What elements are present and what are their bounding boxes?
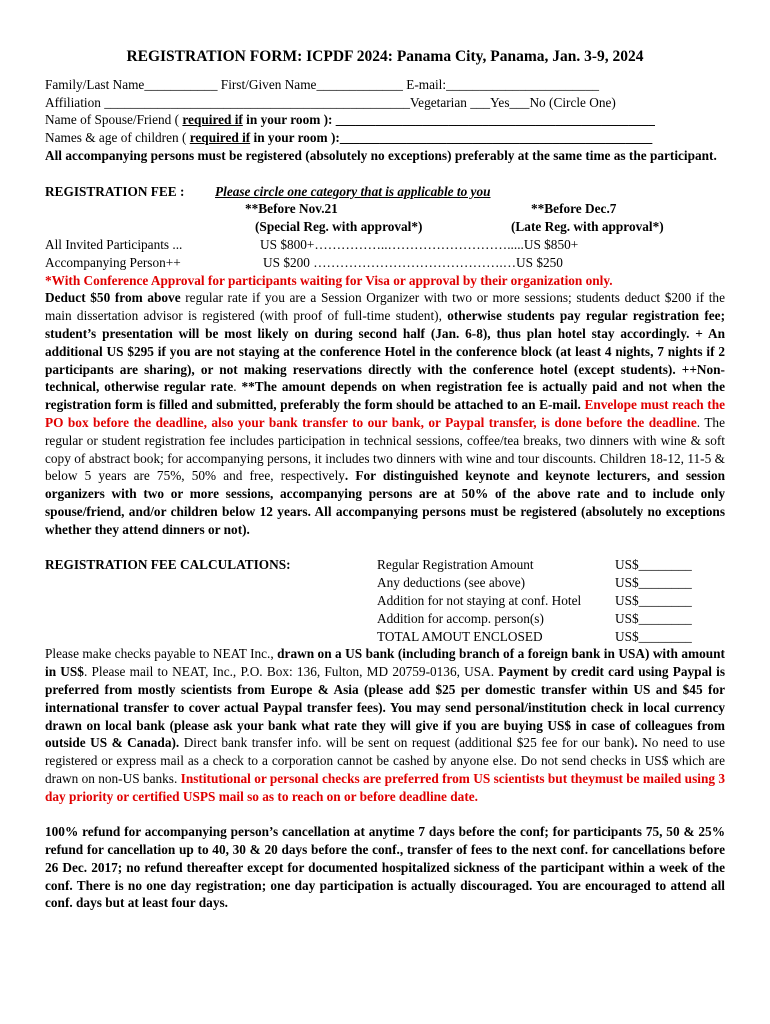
invited-values: US $800+……………..……………………….....US $850+ xyxy=(260,236,579,252)
spouse-name-line xyxy=(45,111,725,129)
fee-row-invited xyxy=(45,236,725,254)
children-suffix: in your room ):_______________________________________________ xyxy=(250,130,653,146)
accompanying-label: Accompanying Person++ xyxy=(45,254,181,270)
col2-subhead: (Late Reg. with approval*) xyxy=(511,219,664,235)
calc-amount-hotel[interactable]: US$________ xyxy=(615,592,692,608)
para1-text-3: . The regular or student registration fee includes participation in technical sessions, coffee/tea breaks, two dinners with wine & soft copy of abstract book; for accompanying persons, it includes two dinners with wine and tour discounts. Children 18-12, 11-5 & below 5 years are 75%, 50% and free, respectively xyxy=(45,414,725,484)
para2-bold-1: drawn on a US bank (including branch of a foreign bank in USA) with amount in US$ xyxy=(45,646,725,680)
refund-policy: 100% refund for accompanying person’s cancellation at anytime 7 days before the conf; for participants 75, 50 & 25% refund for cancellation up to 40, 30 & 20 days before the conf., transfer of fees to the next conf. for cancellations before 26 Dec. 2017; no refund thereafter except for documented hospitalized sickness of the participant within a week of the conf. There is no one day registration; one day participation is actually discouraged. You are encouraged to attend all conf. days but at least four days. xyxy=(45,824,725,911)
calc-amount-total[interactable]: US$________ xyxy=(615,628,692,644)
para1-text-2: . xyxy=(233,379,242,395)
accompanying-values: US $200 …………………………………….…US $250 xyxy=(263,254,563,270)
col1-head: **Before Nov.21 xyxy=(245,201,338,217)
invited-label: All Invited Participants ... xyxy=(45,236,183,252)
affiliation-vegetarian-line: Affiliation ______________________________________________Vegetarian ___Yes___No (Circle One) xyxy=(45,94,616,110)
deadline-warning: Envelope must reach the PO box before the deadline, also your bank transfer to our bank, or Paypal transfer, is done before the deadline xyxy=(45,397,725,430)
para1-bold-2: **The amount depends on when registration fee is actually paid and not when the registration form is filled and submitted, preferably the form should be attached to an E-mail. xyxy=(45,379,725,413)
para2-text-1: Please make checks payable to NEAT Inc., xyxy=(45,646,278,662)
payment-paragraph xyxy=(45,645,725,805)
para1-bold-3: . For distinguished keynote and keynote lecturers, and session organizers with two or more sessions, accompanying persons are at 50% of the above rate and to include only spouse/friend, and/or children below 12 years. All accompanying persons must be registered (absolutely no exceptions whether they attend dinners or not). xyxy=(45,468,725,537)
fee-heading-row xyxy=(45,183,725,201)
check-mailing-warning: Institutional or personal checks are preferred from US scientists but theymust be mailed using 3 day priority or certified USPS mail so as to reach on or before deadline date. xyxy=(45,770,725,804)
para1-bold-1: otherwise students pay regular registration fee; student’s presentation will be most likely on during second half (Jan. 6-8), thus plan hotel stay accordingly. + An additional US $295 if you are not staying at the conference Hotel in the conference block (at least 4 nights, 7 nights if 2 participants are sharing), or not making reservations directly with the conference hotel (except students). ++Non-technical, otherwise regular rate xyxy=(45,308,725,395)
spouse-required-note: required if xyxy=(182,112,243,128)
col1-subhead: (Special Reg. with approval*) xyxy=(255,219,423,235)
calc-line-hotel: Addition for not staying at conf. Hotel xyxy=(377,592,582,608)
fee-column-heads xyxy=(45,200,725,218)
registration-form-page xyxy=(45,48,725,912)
children-required-note: required if xyxy=(189,130,251,146)
calc-amount-deductions[interactable]: US$________ xyxy=(615,575,692,591)
calc-line-regular: Regular Registration Amount xyxy=(377,557,534,573)
para2-bold-3: . xyxy=(634,735,638,751)
spouse-suffix: in your room ): ________________________________________________ xyxy=(242,112,655,128)
para2-text-2: . Please mail to NEAT, Inc., P.O. Box: 136, Fulton, MD 20759-0136, USA. xyxy=(83,664,499,680)
all-registered-note: All accompanying persons must be registered (absolutely no exceptions) preferably at the same time as the participant. xyxy=(45,147,717,163)
fee-instruction: Please circle one category that is applicable to you xyxy=(215,183,491,199)
para1-text-1: regular rate if you are a Session Organizer with two or more sessions; students deduct $200 if the main dissertation advisor is registered (with proof of full-time student), xyxy=(45,290,725,324)
calc-amount-regular[interactable]: US$________ xyxy=(615,557,692,573)
calc-line-deductions: Any deductions (see above) xyxy=(377,575,526,591)
children-names-line xyxy=(45,129,725,147)
fee-label: REGISTRATION FEE : xyxy=(45,183,185,199)
page-title: REGISTRATION FORM: ICPDF 2024: Panama City, Panama, Jan. 3-9, 2024 xyxy=(126,48,644,65)
fee-calculations xyxy=(45,556,725,645)
calc-amount-accomp[interactable]: US$________ xyxy=(615,610,692,626)
deduct-note: Deduct $50 from above xyxy=(45,290,181,306)
name-email-line: Family/Last Name___________ First/Given Name_____________ E-mail:_______________________ xyxy=(45,76,599,92)
children-prefix: Names & age of children ( xyxy=(45,130,190,146)
fee-column-subheads xyxy=(45,218,725,236)
para2-text-3: Direct bank transfer info. will be sent on request (additional $25 fee for our bank) xyxy=(179,735,635,751)
fee-details-paragraph xyxy=(45,289,725,538)
col2-head: **Before Dec.7 xyxy=(531,201,617,217)
visa-note: *With Conference Approval for participants waiting for Visa or approval by their organization only. xyxy=(45,272,613,288)
para2-bold-2: Payment by credit card using Paypal is preferred from mostly scientists from Europe & Asia (please add $25 per domestic transfer within US and $45 for international transfer to cover actual Paypal transfer fees). You may send personal/institution check in local currency drawn on local bank (please ask your bank what rate they will give if you are buying US$ in case of colleagues from outside US & Canada). xyxy=(45,664,726,751)
calc-line-accomp: Addition for accomp. person(s) xyxy=(377,610,544,626)
para2-text-4: No need to use registered or express mail as a check to a corporation cannot be cashed by anyone else. Do not send checks in US$ which are drawn on non-US banks. xyxy=(45,735,725,786)
spouse-prefix: Name of Spouse/Friend ( xyxy=(45,112,183,128)
calc-line-total: TOTAL AMOUT ENCLOSED xyxy=(377,628,543,644)
calc-label: REGISTRATION FEE CALCULATIONS: xyxy=(45,557,291,573)
fee-row-accompanying xyxy=(45,254,725,272)
